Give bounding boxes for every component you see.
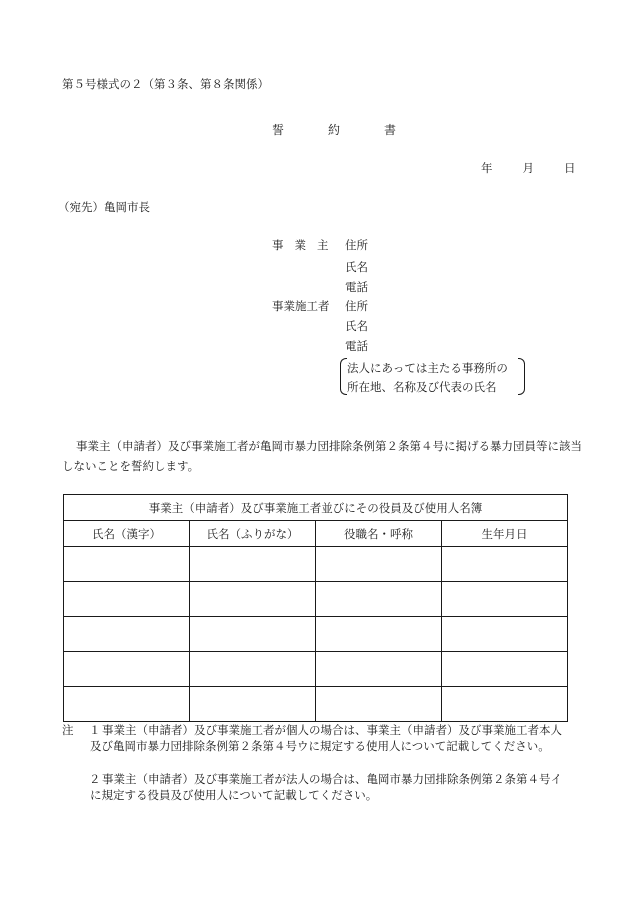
note-number: １	[89, 723, 101, 737]
corporate-note-line: 所在地、名称及び代表の氏名	[347, 380, 497, 394]
date-day: 日	[564, 161, 576, 175]
note-item	[89, 722, 570, 754]
applicant-label: 事業主	[272, 238, 340, 252]
note-item	[89, 771, 570, 803]
table-row	[64, 687, 568, 722]
date-line	[481, 163, 576, 175]
header-birthdate: 生年月日	[442, 521, 568, 547]
cell-name-kanji[interactable]	[64, 687, 190, 722]
form-header: 第５号様式の２（第３条、第８条関係）	[62, 77, 269, 91]
note-number: ２	[89, 772, 101, 786]
table-row	[64, 547, 568, 582]
roster-table	[63, 494, 568, 722]
right-bracket	[518, 358, 525, 395]
table-row	[64, 652, 568, 687]
header-name-kanji: 氏名（漢字）	[64, 521, 190, 547]
cell-title[interactable]	[316, 617, 442, 652]
cell-title[interactable]	[316, 582, 442, 617]
cell-name-kanji[interactable]	[64, 652, 190, 687]
contractor-name-label: 氏名	[345, 319, 368, 333]
cell-name-furigana[interactable]	[190, 652, 316, 687]
note-text: 事業主（申請者）及び事業施工者が法人の場合は、亀岡市暴力団排除条例第２条第４号イに規定する役員及び使用人について記載してください。	[90, 772, 562, 802]
header-name-furigana: 氏名（ふりがな）	[190, 521, 316, 547]
notes-label: 注	[62, 723, 74, 737]
table-row	[64, 582, 568, 617]
pledge-text: 事業主（申請者）及び事業施工者が亀岡市暴力団排除条例第２条第４号に掲げる暴力団員等に該当しないことを誓約します。	[62, 439, 582, 473]
header-title: 役職名・呼称	[316, 521, 442, 547]
cell-birthdate[interactable]	[442, 582, 568, 617]
date-year: 年	[481, 161, 493, 175]
applicant-address-label: 住所	[345, 238, 368, 252]
cell-title[interactable]	[316, 652, 442, 687]
cell-name-kanji[interactable]	[64, 547, 190, 582]
cell-title[interactable]	[316, 687, 442, 722]
contractor-label: 事業施工者	[272, 299, 330, 313]
cell-birthdate[interactable]	[442, 687, 568, 722]
cell-birthdate[interactable]	[442, 652, 568, 687]
addressee: （宛先）亀岡市長	[58, 200, 150, 214]
cell-name-furigana[interactable]	[190, 687, 316, 722]
roster-caption: 事業主（申請者）及び事業施工者並びにその役員及び使用人名簿	[64, 495, 568, 521]
note-text: 事業主（申請者）及び事業施工者が個人の場合は、事業主（申請者）及び事業施工者本人及び亀岡市暴力団排除条例第２条第４号ウに規定する使用人について記載してください。	[90, 723, 562, 753]
applicant-name-label: 氏名	[345, 260, 368, 274]
cell-birthdate[interactable]	[442, 617, 568, 652]
applicant-phone-label: 電話	[345, 280, 368, 294]
cell-name-furigana[interactable]	[190, 547, 316, 582]
contractor-phone-label: 電話	[345, 339, 368, 353]
corporate-note-line: 法人にあっては主たる事務所の	[347, 361, 508, 375]
cell-name-kanji[interactable]	[64, 582, 190, 617]
cell-name-kanji[interactable]	[64, 617, 190, 652]
page-title: 誓 約 書	[272, 123, 413, 137]
date-month: 月	[522, 161, 534, 175]
cell-title[interactable]	[316, 547, 442, 582]
cell-birthdate[interactable]	[442, 547, 568, 582]
cell-name-furigana[interactable]	[190, 582, 316, 617]
table-row	[64, 617, 568, 652]
contractor-address-label: 住所	[345, 299, 368, 313]
left-bracket	[340, 358, 347, 395]
cell-name-furigana[interactable]	[190, 617, 316, 652]
corporate-note	[340, 358, 525, 395]
